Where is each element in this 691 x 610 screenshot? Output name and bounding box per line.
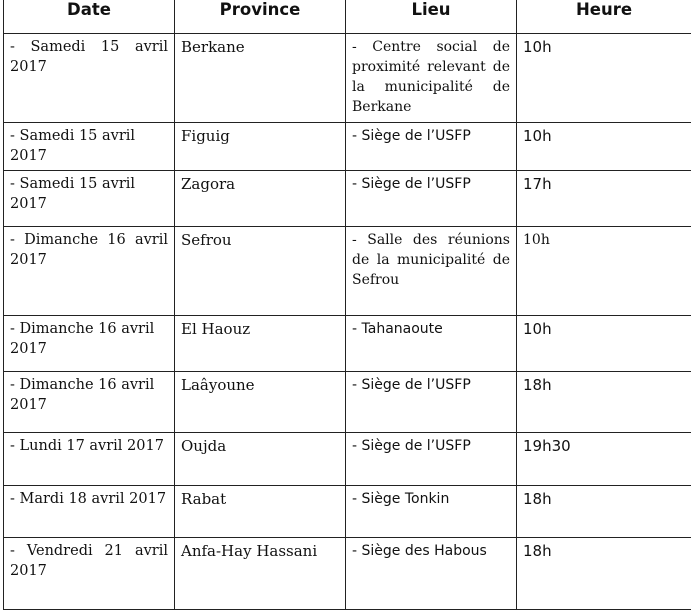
- row-date: - Samedi 15 avril 2017: [4, 171, 175, 227]
- table-row: [4, 171, 691, 227]
- row-heure: 19h30: [517, 433, 691, 486]
- row-heure: 17h: [517, 171, 691, 227]
- row-province: Anfa-Hay Hassani: [175, 538, 346, 610]
- meeting-schedule-table: [3, 0, 691, 610]
- row-lieu: - Siège de l’USFP: [346, 433, 517, 486]
- row-province: El Haouz: [175, 316, 346, 372]
- row-heure: 18h: [517, 538, 691, 610]
- table-row: [4, 538, 691, 610]
- row-date: - Dimanche 16 avril 2017: [4, 227, 175, 316]
- row-lieu: - Tahanaoute: [346, 316, 517, 372]
- row-heure: 10h: [517, 123, 691, 171]
- table-row: [4, 123, 691, 171]
- header-lieu: Lieu: [346, 0, 517, 34]
- row-date: - Vendredi 21 avril 2017: [4, 538, 175, 610]
- table-row: [4, 433, 691, 486]
- row-lieu: - Siège des Habous: [346, 538, 517, 610]
- table-row: [4, 227, 691, 316]
- row-province: Oujda: [175, 433, 346, 486]
- row-province: Figuig: [175, 123, 346, 171]
- row-date: - Dimanche 16 avril 2017: [4, 316, 175, 372]
- row-lieu: - Centre social de proximité relevant de la municipalité de Berkane: [346, 34, 517, 123]
- header-heure: Heure: [517, 0, 691, 34]
- row-heure: 18h: [517, 486, 691, 538]
- table-row: [4, 372, 691, 433]
- table-row: [4, 34, 691, 123]
- header-province: Province: [175, 0, 346, 34]
- row-lieu: - Siège de l’USFP: [346, 123, 517, 171]
- table-header-row: [4, 0, 691, 34]
- row-heure: 10h: [517, 316, 691, 372]
- row-date: - Lundi 17 avril 2017: [4, 433, 175, 486]
- row-date: - Samedi 15 avril 2017: [4, 123, 175, 171]
- row-heure: 18h: [517, 372, 691, 433]
- row-lieu: - Siège Tonkin: [346, 486, 517, 538]
- row-heure: 10h: [517, 227, 691, 316]
- row-lieu: - Siège de l’USFP: [346, 372, 517, 433]
- row-date: - Dimanche 16 avril 2017: [4, 372, 175, 433]
- row-heure: 10h: [517, 34, 691, 123]
- header-date: Date: [4, 0, 175, 34]
- row-province: Zagora: [175, 171, 346, 227]
- row-date: - Mardi 18 avril 2017: [4, 486, 175, 538]
- table-row: [4, 486, 691, 538]
- row-province: Laâyoune: [175, 372, 346, 433]
- row-province: Berkane: [175, 34, 346, 123]
- row-lieu: - Siège de l’USFP: [346, 171, 517, 227]
- row-lieu: - Salle des réunions de la municipalité de Sefrou: [346, 227, 517, 316]
- row-province: Sefrou: [175, 227, 346, 316]
- table-row: [4, 316, 691, 372]
- row-date: - Samedi 15 avril 2017: [4, 34, 175, 123]
- row-province: Rabat: [175, 486, 346, 538]
